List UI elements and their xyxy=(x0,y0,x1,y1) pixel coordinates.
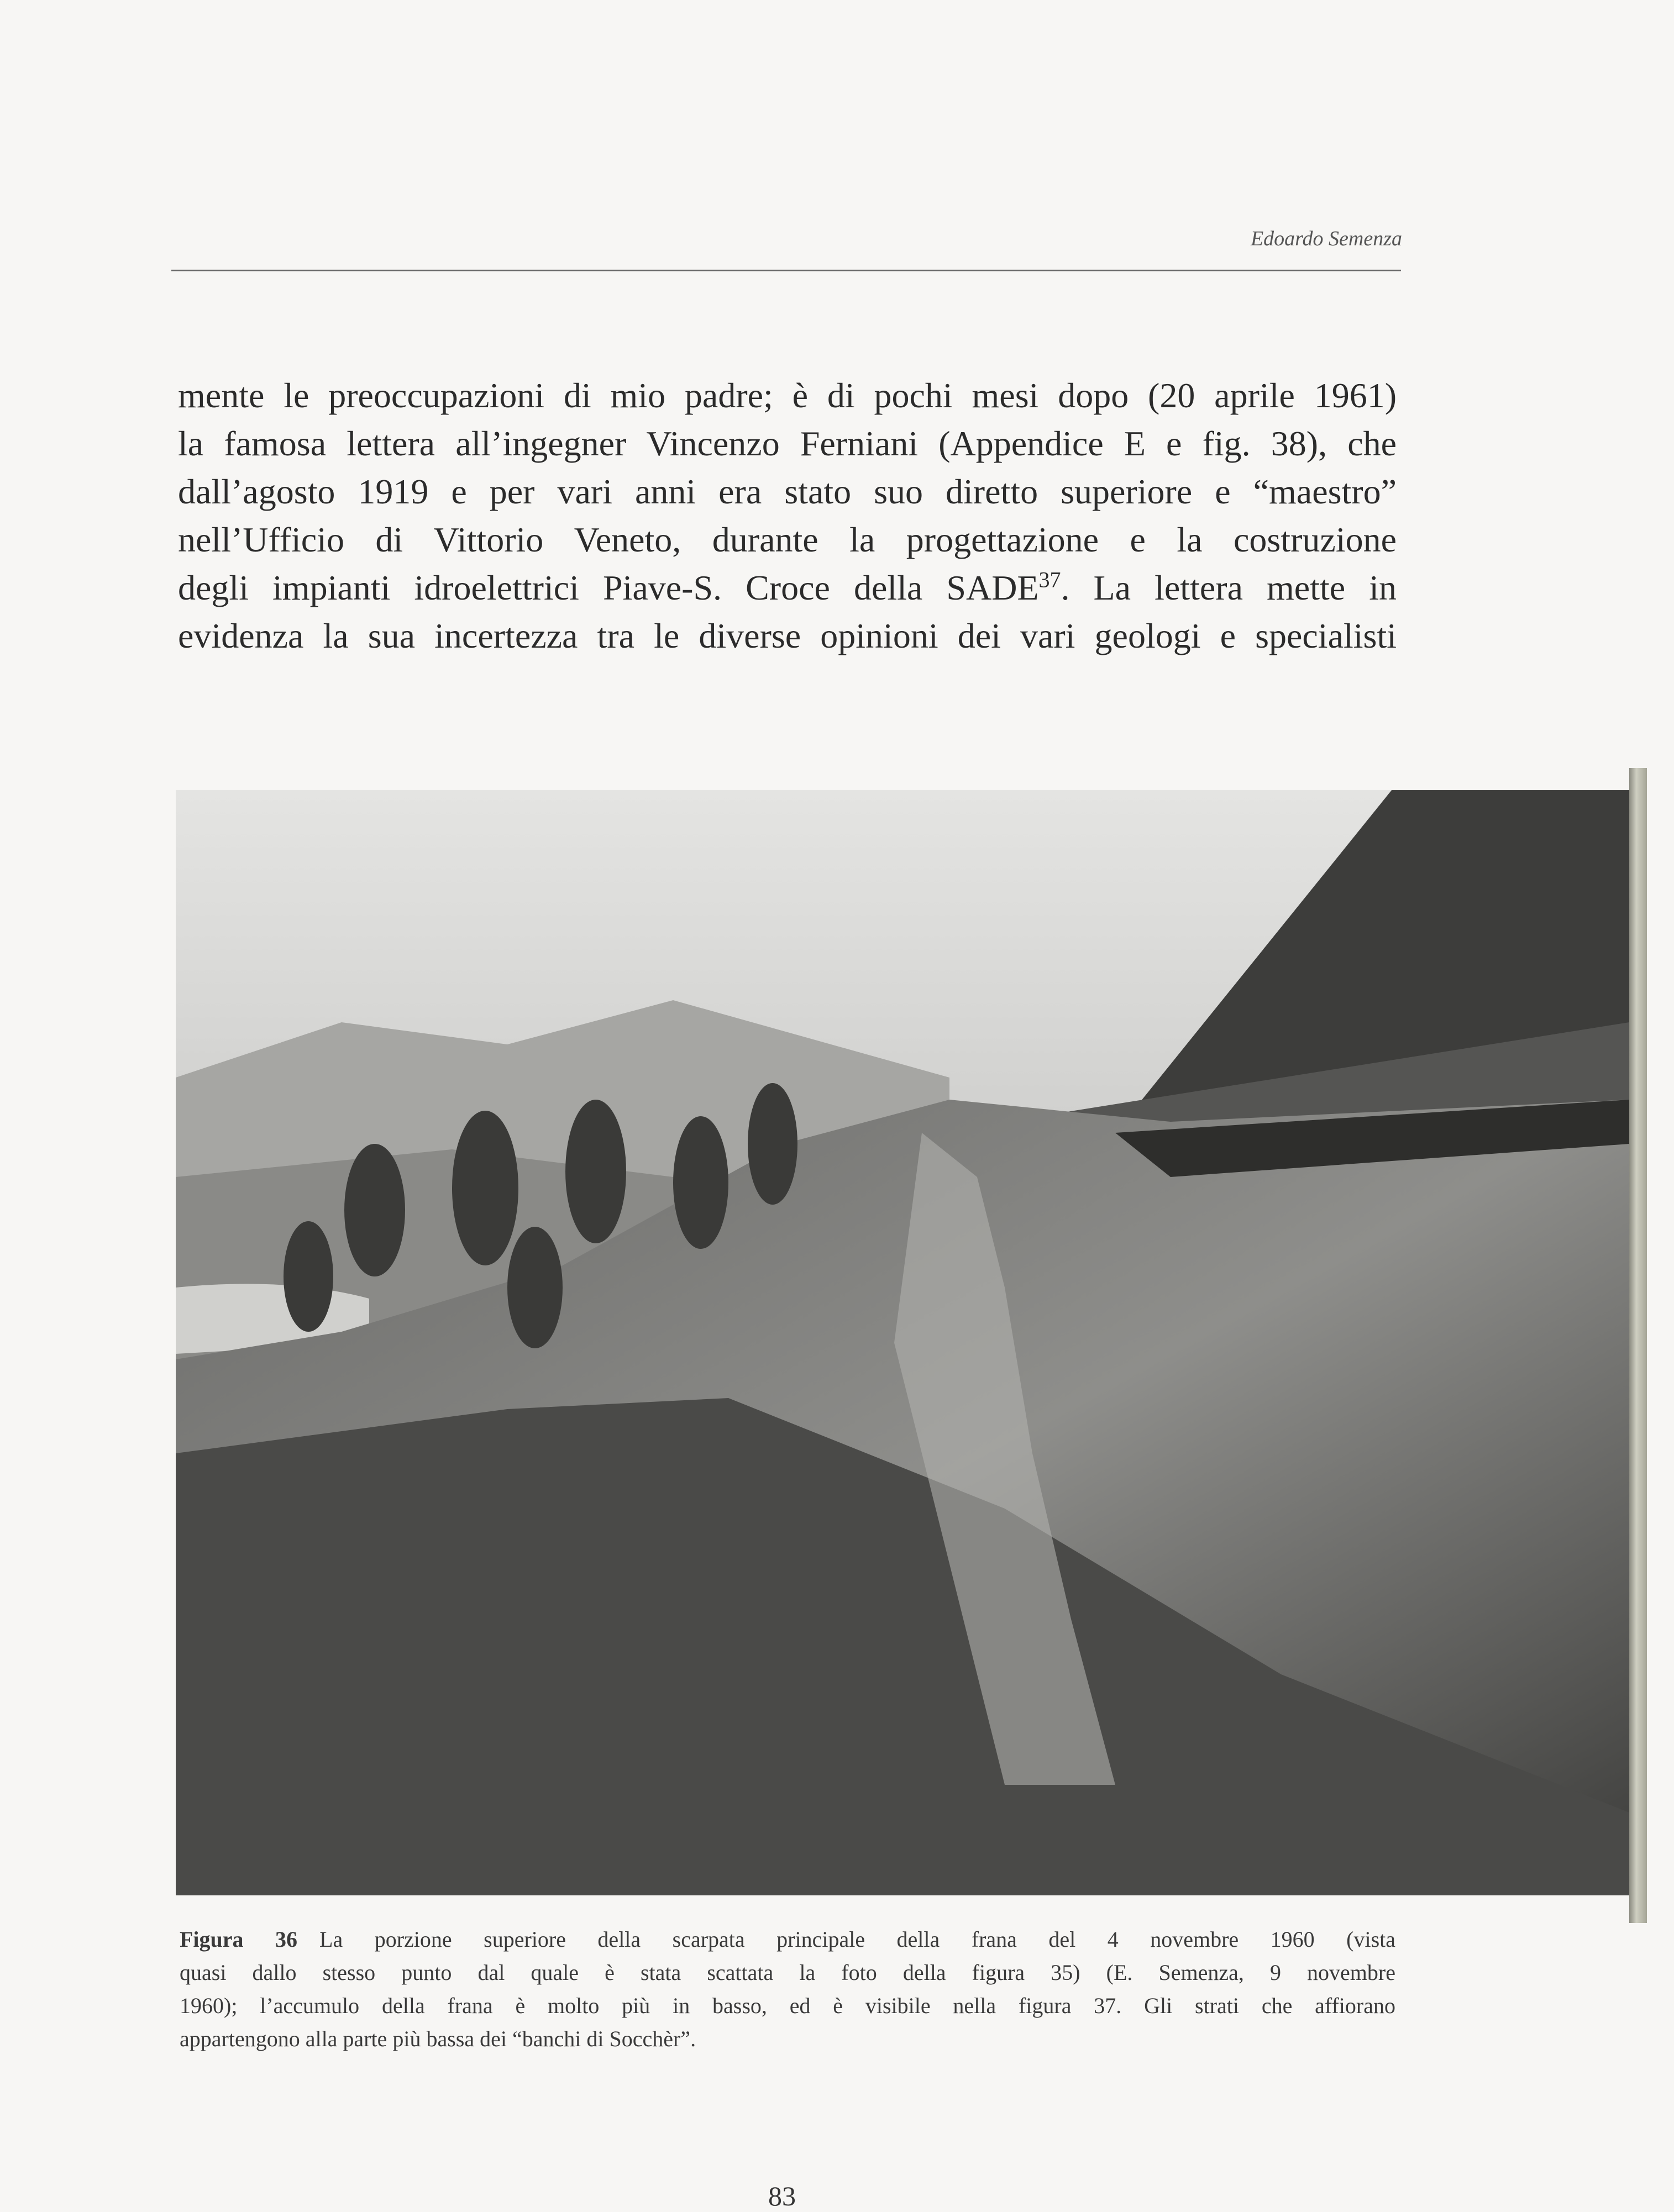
header-rule xyxy=(171,270,1401,271)
body-line: la famosa lettera all’ingegner Vincenzo Ferniani (Appendice E e fig. 38), che xyxy=(178,424,1397,463)
page-number: 83 xyxy=(768,2181,796,2211)
figure-caption xyxy=(180,1923,1395,2056)
body-line: mente le preoccupazioni di mio padre; è di pochi mesi dopo (20 aprile 1961) xyxy=(178,376,1397,415)
caption-line-text: La porzione superiore della scarpata principale della frana del 4 novembre 1960 (vista xyxy=(319,1927,1396,1952)
body-line-part: degli impianti idroelettrici Piave-S. Croce della SADE xyxy=(178,568,1039,607)
landslide-photo xyxy=(176,790,1629,1895)
page-edge xyxy=(1629,768,1647,1923)
footnote-ref: 37 xyxy=(1038,567,1061,592)
body-line: dall’agosto 1919 e per vari anni era stato suo diretto superiore e “maestro” xyxy=(178,472,1397,511)
running-header-author: Edoardo Semenza xyxy=(1250,227,1402,250)
body-line: evidenza la sua incertezza tra le diverse opinioni dei vari geologi e specialisti xyxy=(178,616,1397,655)
caption-line: 1960); l’accumulo della frana è molto più in basso, ed è visibile nella figura 37. Gli strati che affiorano xyxy=(180,1993,1395,2018)
figure-label: Figura 36 xyxy=(180,1927,298,1952)
caption-line: quasi dallo stesso punto dal quale è stata scattata la foto della figura 35) (E. Semenza, 9 novembre xyxy=(180,1960,1395,1985)
caption-line: appartengono alla parte più bassa dei “banchi di Socchèr”. xyxy=(180,2026,696,2051)
body-line: nell’Ufficio di Vittorio Veneto, durante la progettazione e la costruzione xyxy=(178,520,1397,559)
body-text xyxy=(178,371,1397,660)
body-line-part: . La lettera mette in xyxy=(1061,568,1397,607)
caption-line xyxy=(180,1923,1395,1956)
body-line xyxy=(178,564,1397,612)
